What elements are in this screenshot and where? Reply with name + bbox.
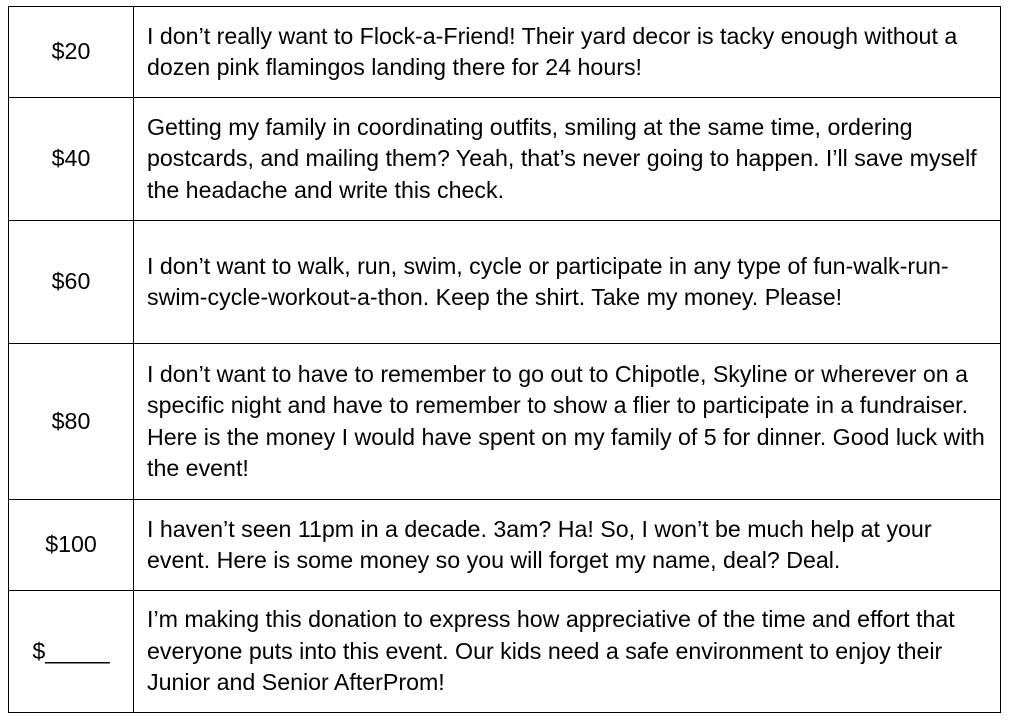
donation-table-container: [8, 6, 1001, 713]
donation-options-table: [8, 6, 1001, 713]
donation-description: I don’t really want to Flock-a-Friend! Their yard decor is tacky enough without a dozen pink flamingos landing there for 24 hours!: [134, 7, 1001, 98]
table-row: [9, 7, 1001, 98]
donation-description: Getting my family in coordinating outfits, smiling at the same time, ordering postcards, and mailing them? Yeah, that’s never going to happen. I’ll save myself the headache and write this check.: [134, 98, 1001, 221]
donation-description: I don’t want to walk, run, swim, cycle or participate in any type of fun-walk-run-swim-cycle-workout-a-thon. Keep the shirt. Take my money. Please!: [134, 221, 1001, 344]
donation-amount: $80: [9, 344, 134, 500]
donation-description: I’m making this donation to express how appreciative of the time and effort that everyone puts into this event. Our kids need a safe environment to enjoy their Junior and Senior AfterProm!: [134, 591, 1001, 713]
table-row: [9, 98, 1001, 221]
donation-description: I haven’t seen 11pm in a decade. 3am? Ha! So, I won’t be much help at your event. Here is some money so you will forget my name, deal? Deal.: [134, 500, 1001, 591]
table-row: [9, 591, 1001, 713]
table-row: [9, 344, 1001, 500]
donation-amount: $60: [9, 221, 134, 344]
donation-amount: $20: [9, 7, 134, 98]
donation-amount: $40: [9, 98, 134, 221]
donation-description: I don’t want to have to remember to go out to Chipotle, Skyline or wherever on a specific night and have to remember to show a flier to participate in a fundraiser. Here is the money I would have spent on my family of 5 for dinner. Good luck with the event!: [134, 344, 1001, 500]
table-row: [9, 500, 1001, 591]
donation-amount: $100: [9, 500, 134, 591]
donation-amount-blank: $_____: [9, 591, 134, 713]
table-row: [9, 221, 1001, 344]
